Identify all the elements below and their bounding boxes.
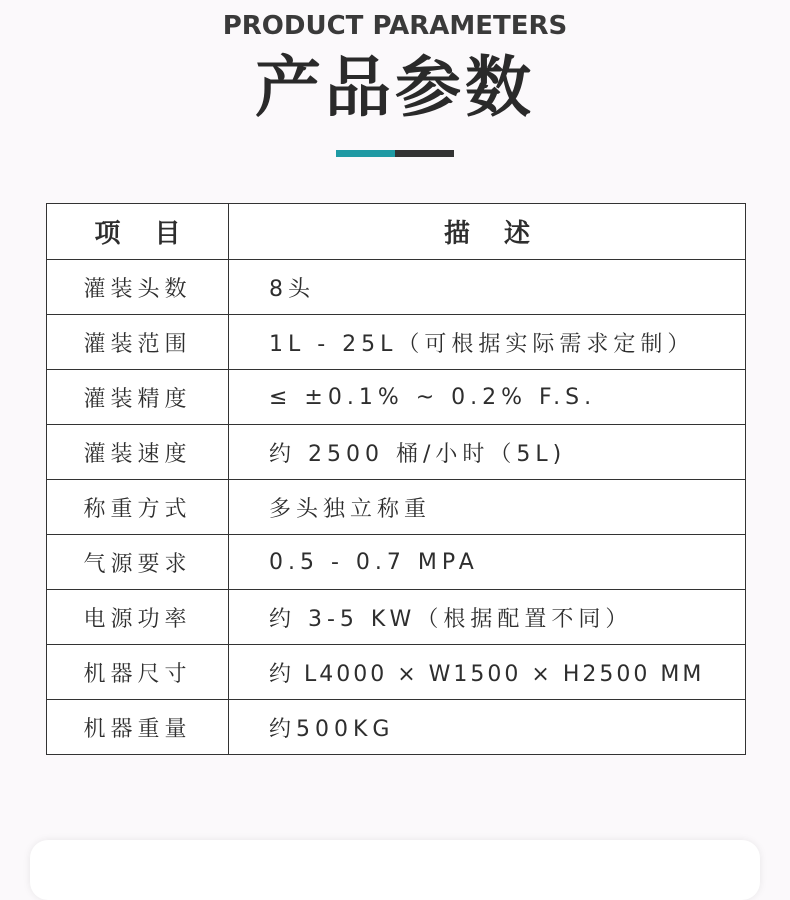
row-item-label: 灌装速度 (47, 425, 229, 480)
row-item-value: ≤ ±0.1% ~ 0.2% F.S. (229, 370, 746, 425)
divider-dark-segment (395, 150, 454, 157)
column-header-desc-char-1: 描 (443, 219, 470, 249)
row-item-label: 灌装范围 (47, 315, 229, 370)
row-item-label: 机器重量 (47, 700, 229, 755)
row-item-value: 0.5 - 0.7 MPA (229, 535, 746, 590)
column-header-item-char-2: 目 (154, 219, 181, 249)
row-item-label: 灌装头数 (47, 260, 229, 315)
table-row (47, 590, 746, 645)
row-item-value: 多头独立称重 (229, 480, 746, 535)
table-row (47, 535, 746, 590)
row-item-label: 称重方式 (47, 480, 229, 535)
column-header-description (229, 204, 746, 260)
table-row (47, 480, 746, 535)
table-row (47, 260, 746, 315)
row-item-label: 电源功率 (47, 590, 229, 645)
table-row (47, 645, 746, 700)
column-header-item (47, 204, 229, 260)
table-row (47, 315, 746, 370)
table-header-row (47, 204, 746, 260)
table-row (47, 425, 746, 480)
row-item-label: 气源要求 (47, 535, 229, 590)
row-item-value: 约 L4000 × W1500 × H2500 MM (229, 645, 746, 700)
row-item-value: 约500KG (229, 700, 746, 755)
title-divider (336, 150, 454, 157)
parameters-table (46, 203, 746, 755)
row-item-label: 灌装精度 (47, 370, 229, 425)
title-chinese: 产品参数 (255, 49, 535, 126)
divider-accent-segment (336, 150, 395, 157)
next-section-card (30, 840, 760, 900)
column-header-desc-char-2: 述 (504, 219, 531, 249)
row-item-value: 约 2500 桶/小时（5L) (229, 425, 746, 480)
row-item-label: 机器尺寸 (47, 645, 229, 700)
row-item-value: 约 3-5 KW（根据配置不同） (229, 590, 746, 645)
title-english: PRODUCT PARAMETERS (222, 11, 568, 41)
table-row (47, 700, 746, 755)
row-item-value: 8头 (229, 260, 746, 315)
column-header-item-char-1: 项 (94, 219, 121, 249)
table-row (47, 370, 746, 425)
row-item-value: 1L - 25L（可根据实际需求定制） (229, 315, 746, 370)
